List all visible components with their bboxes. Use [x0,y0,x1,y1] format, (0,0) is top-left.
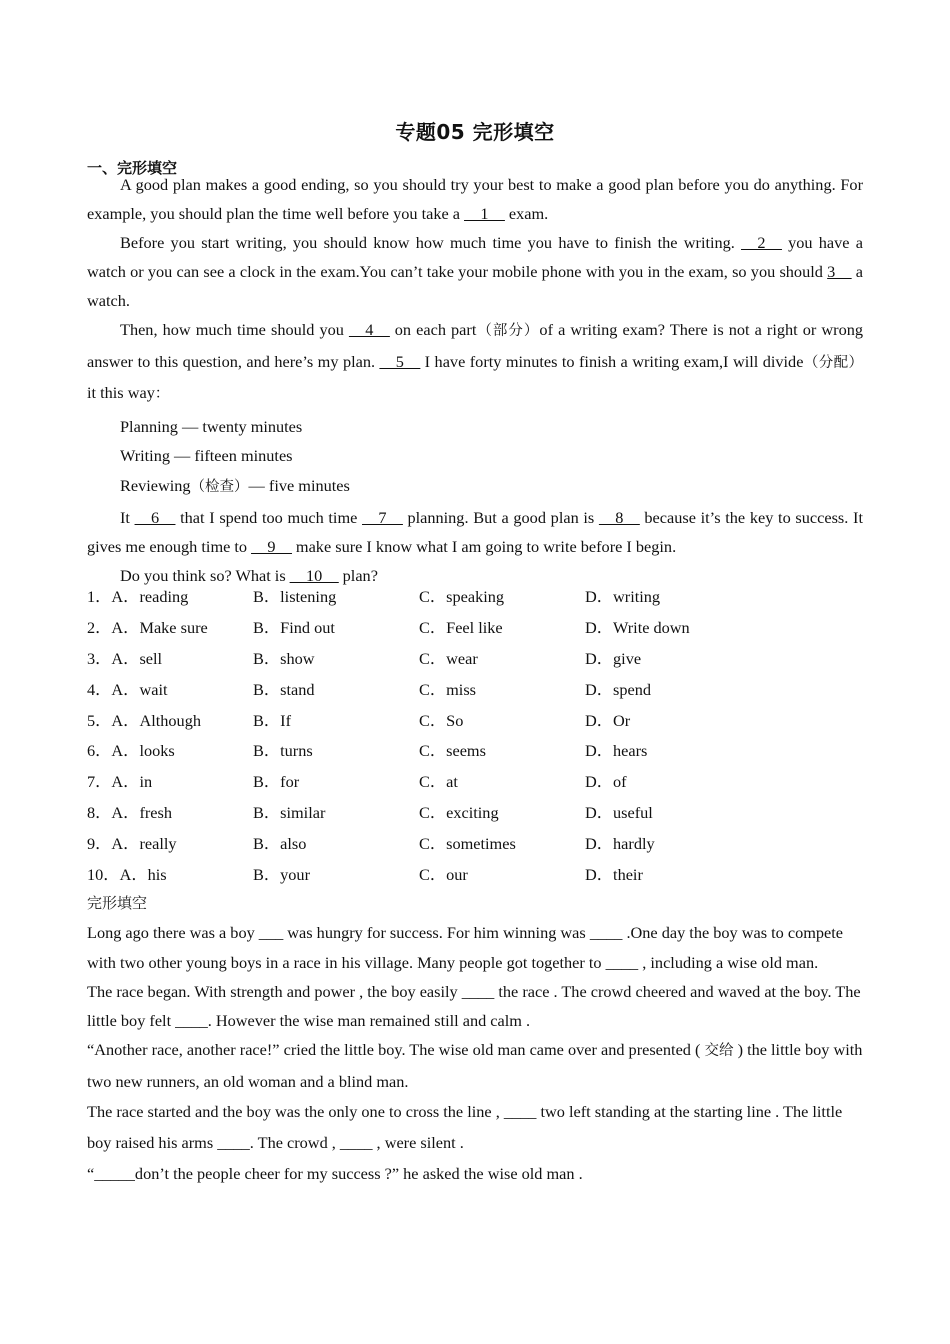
option-b: B．listening [253,587,337,606]
text: planning. But a good plan is [402,508,599,527]
gloss: 交给 [704,1043,734,1060]
blank-9: __9__ [251,537,292,556]
option-c: C．Feel like [419,617,503,637]
gloss: （分配） [803,354,863,371]
option-c: C．So [419,710,464,730]
option-c: C．seems [419,741,486,761]
blank-7: __7__ [362,508,403,527]
passage-two-paragraph-5: “_____don’t the people cheer for my success ?” he asked the wise old man . [87,1164,583,1184]
option-d: D．spend [585,679,652,699]
option-a: 2．A．Make sure [87,617,208,637]
passage-two-paragraph-3 [87,1035,863,1097]
text: it this way [87,383,155,402]
text: I have forty minutes to finish a writing exam,I will divide [420,351,804,371]
option-row [87,706,863,737]
option-b: B．for [253,772,300,792]
option-c: C．sometimes [419,834,516,854]
option-c: C．exciting [419,803,499,823]
option-row [87,582,863,613]
option-d: D．hears [585,741,648,761]
text: ) the little boy with two new runners, an old woman and a blind man. [87,1040,863,1091]
option-row [87,829,863,860]
text: Do you think so? What is [120,566,290,585]
blank-4: __4__ [349,320,390,339]
option-d: D．useful [585,803,653,823]
option-d: D．their [585,865,643,885]
option-c: C．speaking [419,587,505,606]
passage-two-paragraph-4: The race started and the boy was the only one to cross the line , ____ two left standing at the starting line . The little boy raised his arms ____. The crowd , ____ , were silent . [87,1102,843,1152]
text: exam. [504,204,549,223]
paragraph-4 [87,503,863,561]
option-a: 6．A．looks [87,741,175,761]
option-a: 3．A．sell [87,648,163,668]
paragraph-2 [87,228,863,315]
text: plan? [338,566,378,585]
option-row [87,675,863,706]
option-a: 7．A．in [87,772,153,792]
option-row [87,613,863,644]
section-heading: 一、完形填空 [87,159,178,177]
text: Then, how much time should you [120,320,349,339]
options-table [87,582,863,891]
option-b: B．show [253,648,315,668]
text: a watch. [87,262,864,310]
text: It [120,508,135,527]
page-title: 专题05 完形填空 [395,120,555,144]
option-b: B．also [253,834,307,854]
plan-line-writing: Writing — fifteen minutes [120,446,293,465]
option-a: 9．A．really [87,834,177,854]
option-a: 1．A．reading [87,587,189,606]
gloss: （检查） [190,478,249,495]
option-a: 8．A．fresh [87,803,173,823]
option-d: D．give [585,648,642,668]
blank-5: __5__ [379,351,421,371]
option-d: D．Or [585,710,631,730]
text: A good plan makes a good ending, so you should try your best to make a good plan before you do anything. For example, you should plan the time well before you take a [87,175,863,223]
blank-3: 3__ [827,262,852,281]
colon: ： [154,386,170,402]
option-c: C．at [419,772,458,792]
option-row [87,736,863,767]
option-row [87,767,863,798]
option-b: B．your [253,865,310,885]
text: — five minutes [248,475,350,495]
passage-two-heading: 完形填空 [87,894,148,912]
option-row [87,644,863,675]
passage-two-paragraph-1: Long ago there was a boy ___ was hungry for success. For him winning was ____ .One day the boy was to compete with two other young boys in a race in his village. Many people got together to ____ , including a wise old man. [87,923,844,972]
option-c: C．miss [419,679,477,699]
blank-10: __10__ [289,566,339,585]
passage-two [87,889,863,1190]
plan-line-reviewing [87,471,863,503]
option-b: B．If [253,710,291,730]
option-a: 10．A．his [87,865,167,885]
blank-1: __1__ [464,204,505,223]
text: Reviewing [120,475,191,495]
option-c: C．our [419,865,468,885]
text: “Another race, another race!” cried the little boy. The wise old man came over and presented ( [87,1040,705,1060]
text: that I spend too much time [175,508,363,527]
text: on each part [389,320,477,339]
option-d: D．Write down [585,617,690,637]
text: you have a watch or you can see a clock in the exam.You can’t take your mobile phone with you in the exam, so you should [87,233,863,281]
option-d: D．of [585,772,627,792]
option-row [87,798,863,829]
text: Before you start writing, you should know how much time you have to finish the writing. [120,233,742,252]
passage-one [87,170,863,590]
option-d: D．writing [585,587,661,606]
text: of a writing exam? There is not a right or wrong answer to this question, and here’s my plan. [87,320,864,371]
blank-8: __8__ [598,508,640,527]
option-c: C．wear [419,648,478,668]
passage-two-paragraph-2: The race began. With strength and power , the boy easily ____ the race . The crowd cheered and waved at the boy. The little boy felt ____. However the wise man remained still and calm . [87,981,861,1031]
blank-6: __6__ [134,508,176,527]
option-d: D．hardly [585,834,655,854]
option-b: B．turns [253,741,313,761]
option-b: B．Find out [253,617,335,637]
option-a: 4．A．wait [87,679,168,699]
paragraph-3 [87,315,863,410]
option-row [87,860,863,891]
gloss: （部分） [476,323,540,339]
blank-2: __2__ [741,233,782,252]
text: because it’s the key to success. It gives me enough time to [87,508,863,556]
paragraph-1 [87,170,863,228]
option-b: B．similar [253,803,326,823]
text: make sure I know what I am going to write before I begin. [291,537,677,556]
plan-line-planning: Planning — twenty minutes [120,416,303,436]
option-a: 5．A．Although [87,710,201,730]
option-b: B．stand [253,679,315,699]
